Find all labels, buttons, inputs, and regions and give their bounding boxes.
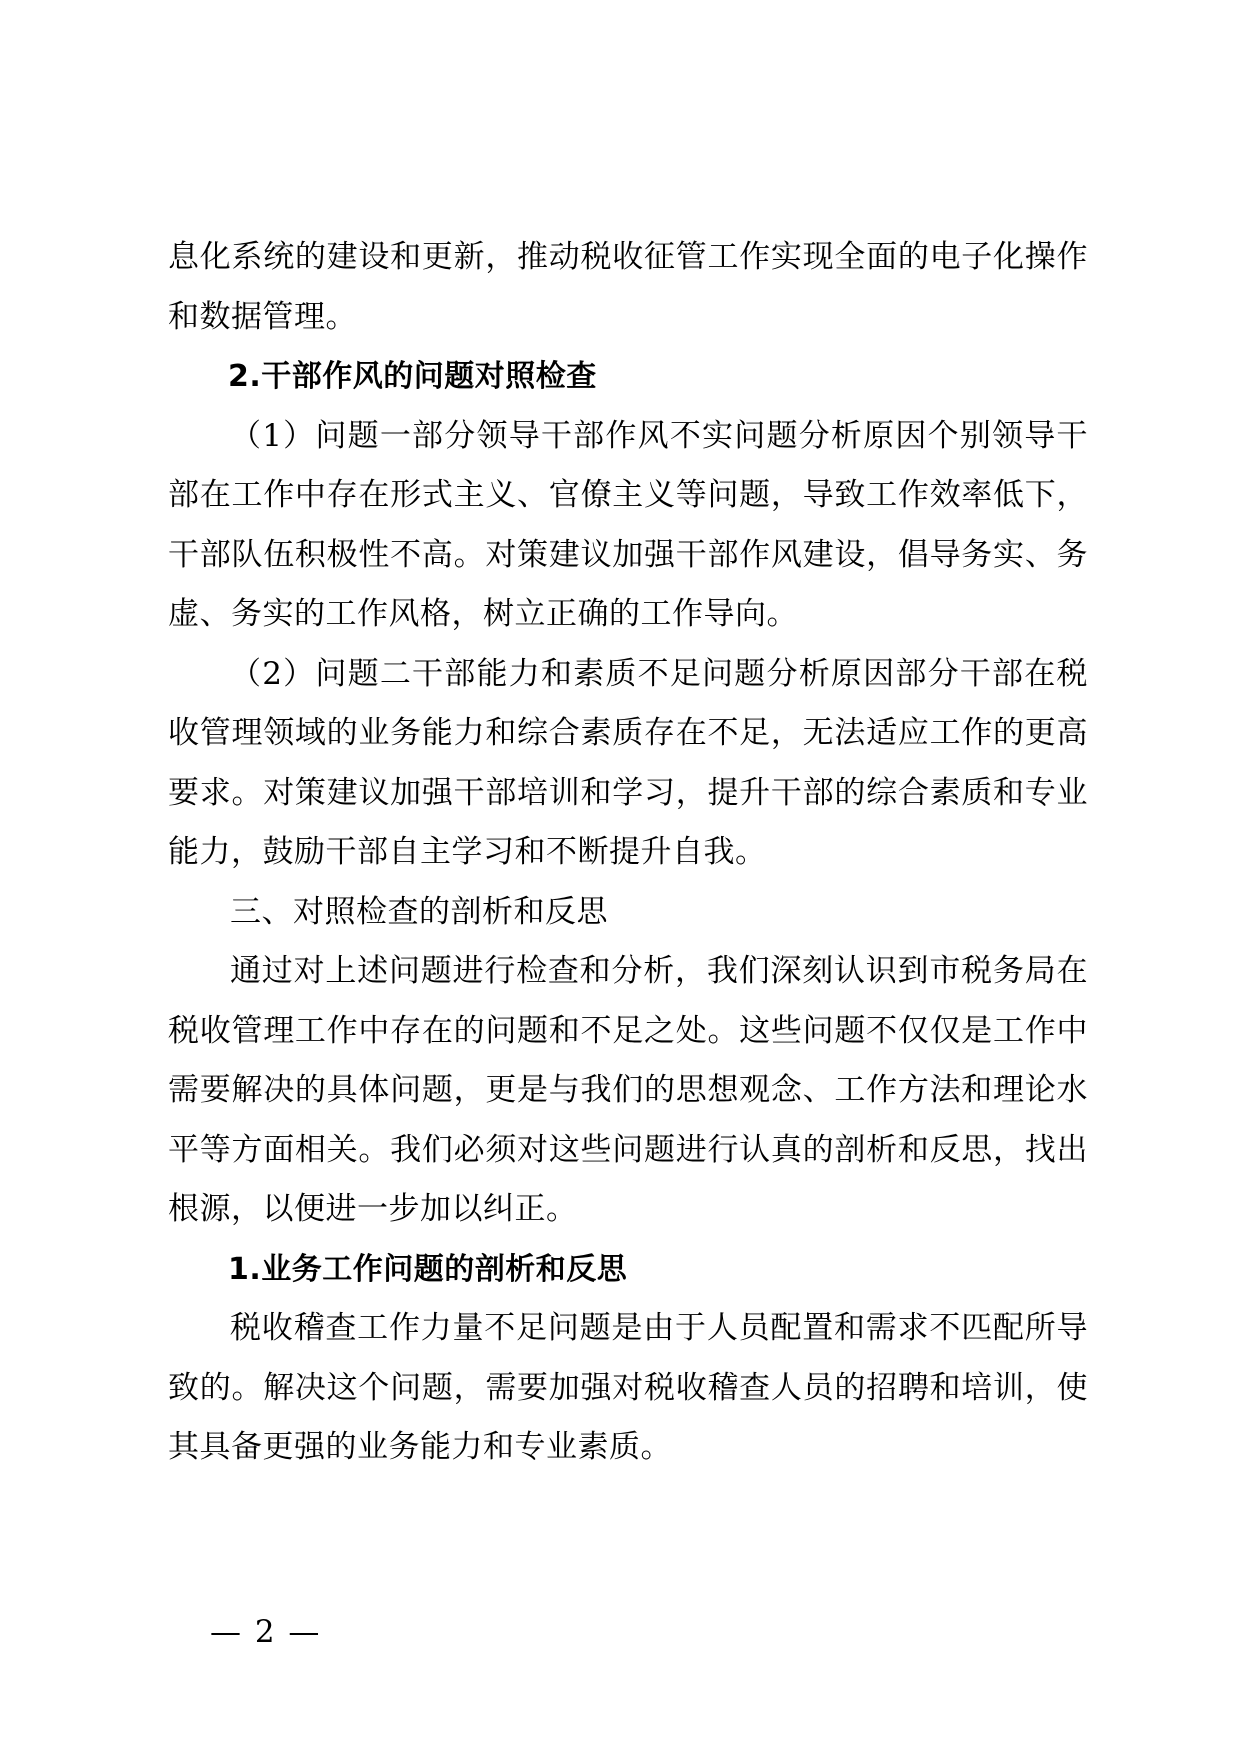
paragraph-analysis: 通过对上述问题进行检查和分析，我们深刻认识到市税务局在税收管理工作中存在的问题和不足之处。这些问题不仅仅是工作中需要解决的具体问题，更是与我们的思想观念、工作方法和理论水平等方面相关。我们必须对这些问题进行认真的剖析和反思，找出根源，以便进一步加以纠正。 (168, 953, 1088, 1227)
page-number: — 2 — (210, 1614, 322, 1650)
section-heading-cadre-style: 2.干部作风的问题对照检查 (228, 359, 597, 394)
section-heading-analysis: 三、对照检查的剖析和反思 (230, 893, 608, 930)
paragraph-issue-one: （1）问题一部分领导干部作风不实问题分析原因个别领导干部在工作中存在形式主义、官僚主义等问题，导致工作效率低下，干部队伍积极性不高。对策建议加强干部作风建设，倡导务实、务虚、务实的工作风格，树立正确的工作导向。 (168, 417, 1088, 632)
paragraph-business-work: 税收稽查工作力量不足问题是由于人员配置和需求不匹配所导致的。解决这个问题，需要加强对税收稽查人员的招聘和培训，使其具备更强的业务能力和专业素质。 (168, 1310, 1088, 1465)
section-heading-business-work: 1.业务工作问题的剖析和反思 (228, 1251, 628, 1287)
paragraph-continuation: 息化系统的建设和更新，推动税收征管工作实现全面的电子化操作和数据管理。 (168, 239, 1088, 335)
paragraph-issue-two: （2）问题二干部能力和素质不足问题分析原因部分干部在税收管理领域的业务能力和综合素质存在不足，无法适应工作的更高要求。对策建议加强干部培训和学习，提升干部的综合素质和专业能力，鼓励干部自主学习和不断提升自我。 (168, 655, 1088, 870)
document-body (168, 228, 1088, 1478)
